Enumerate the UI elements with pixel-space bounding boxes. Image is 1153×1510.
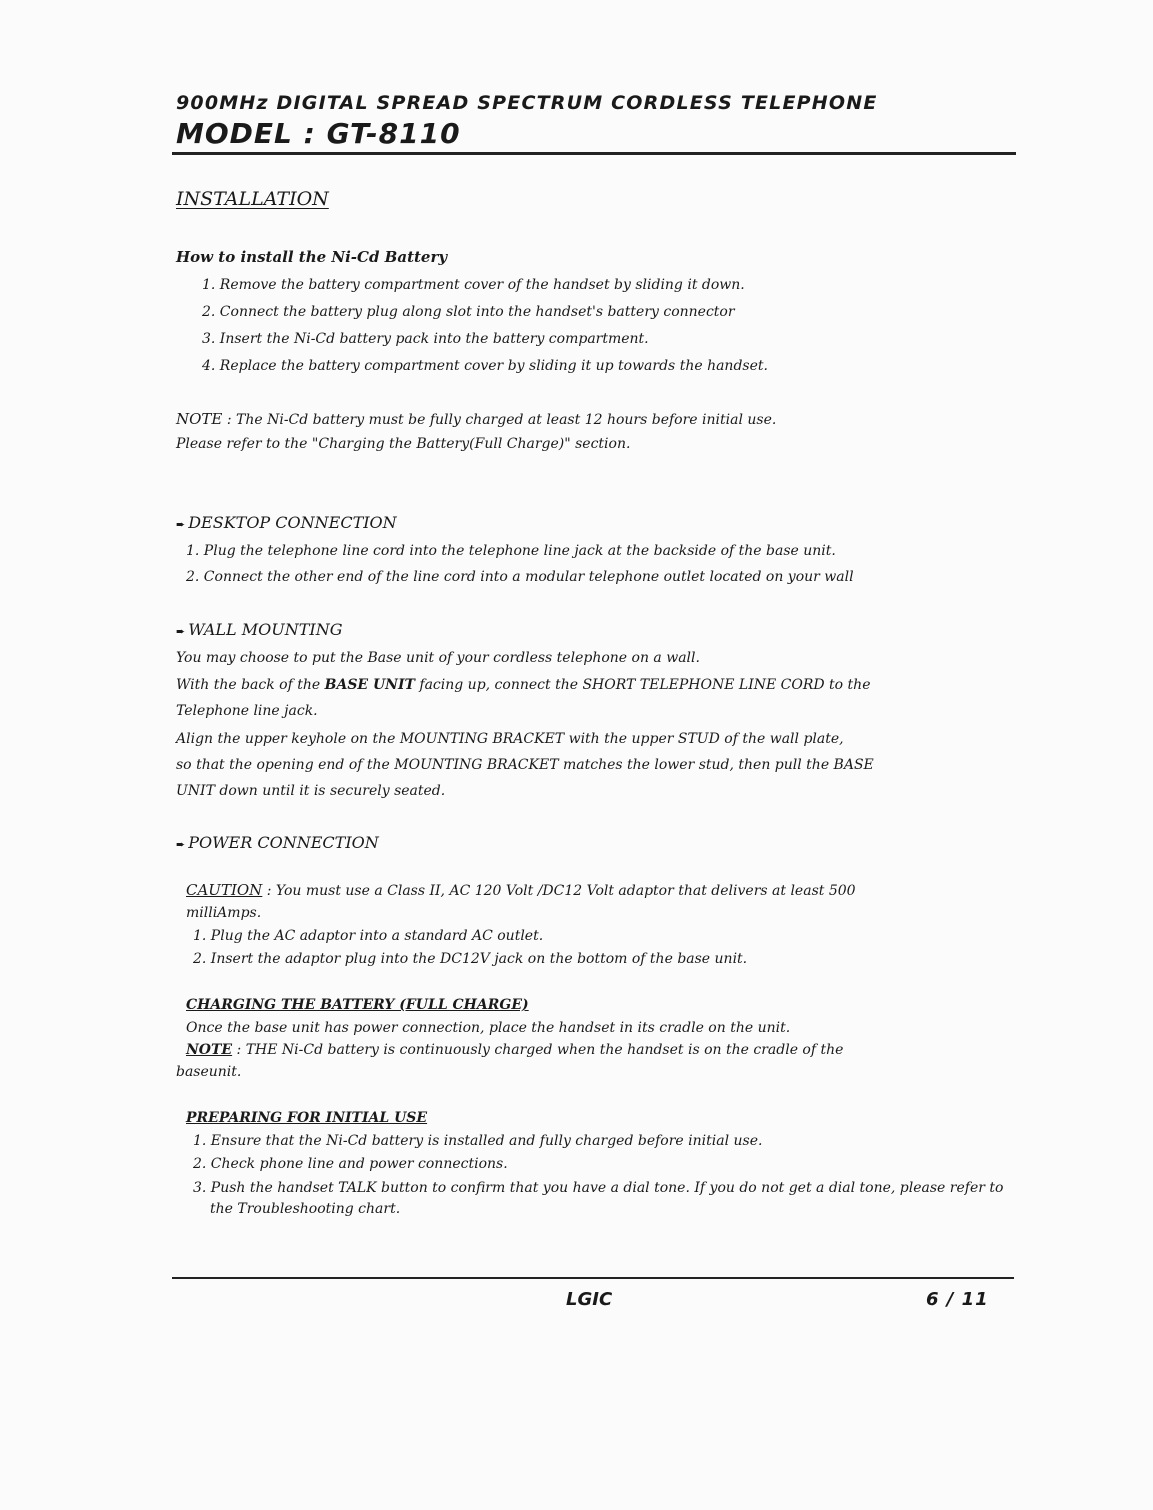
arrow-icon: ➨ bbox=[176, 518, 186, 531]
preparing-heading: PREPARING FOR INITIAL USE bbox=[186, 1110, 428, 1126]
power-heading-label: POWER CONNECTION bbox=[188, 833, 379, 852]
charging-note-label: NOTE bbox=[186, 1042, 233, 1058]
wall-line-5: so that the opening end of the MOUNTING BRACKET matches the lower stud, then pull the BASE bbox=[176, 757, 874, 773]
page-number: 6 / 11 bbox=[926, 1289, 989, 1310]
caution-text: : You must use a Class II, AC 120 Volt /DC12 Volt adaptor that delivers at least 500 bbox=[262, 883, 856, 899]
wall-line-2a: With the back of the bbox=[176, 677, 325, 693]
arrow-icon: ➨ bbox=[176, 625, 186, 638]
battery-note-line2: Please refer to the "Charging the Battery(Full Charge)" section. bbox=[176, 436, 631, 452]
wall-line-6: UNIT down until it is securely seated. bbox=[176, 783, 446, 799]
battery-note bbox=[176, 409, 776, 430]
arrow-icon: ➨ bbox=[176, 838, 186, 851]
charging-heading: CHARGING THE BATTERY (FULL CHARGE) bbox=[186, 997, 529, 1013]
footer-brand: LGIC bbox=[566, 1289, 613, 1310]
section-title: INSTALLATION bbox=[176, 188, 329, 210]
wall-line-2b: BASE UNIT bbox=[324, 677, 415, 693]
footer-rule bbox=[172, 1277, 1014, 1279]
desktop-step-2: 2. Connect the other end of the line cord into a modular telephone outlet located on your wall bbox=[186, 569, 854, 585]
preparing-step-2: 2. Check phone line and power connections. bbox=[193, 1156, 508, 1172]
wall-line-2 bbox=[176, 675, 871, 695]
power-step-2: 2. Insert the adaptor plug into the DC12V jack on the bottom of the base unit. bbox=[193, 951, 748, 967]
note-label: NOTE bbox=[176, 410, 223, 428]
battery-note-text: : The Ni-Cd battery must be fully charged at least 12 hours before initial use. bbox=[222, 412, 777, 428]
battery-step-1: 1. Remove the battery compartment cover of the handset by sliding it down. bbox=[202, 277, 745, 293]
desktop-step-1: 1. Plug the telephone line cord into the telephone line jack at the backside of the base unit. bbox=[186, 543, 836, 559]
caution-text-line2: milliAmps. bbox=[186, 905, 262, 921]
desktop-heading bbox=[176, 513, 397, 535]
document-title: 900MHz DIGITAL SPREAD SPECTRUM CORDLESS TELEPHONE bbox=[176, 92, 878, 114]
power-heading bbox=[176, 833, 379, 855]
charging-note bbox=[186, 1040, 843, 1060]
power-step-1: 1. Plug the AC adaptor into a standard AC outlet. bbox=[193, 928, 544, 944]
wall-line-1: You may choose to put the Base unit of your cordless telephone on a wall. bbox=[176, 650, 700, 666]
wall-heading-label: WALL MOUNTING bbox=[188, 620, 343, 639]
charging-note-line2: baseunit. bbox=[176, 1064, 242, 1080]
desktop-heading-label: DESKTOP CONNECTION bbox=[188, 513, 397, 532]
battery-step-4: 4. Replace the battery compartment cover by sliding it up towards the handset. bbox=[202, 358, 768, 374]
header-rule bbox=[172, 152, 1016, 155]
wall-line-2c: facing up, connect the SHORT TELEPHONE LINE CORD to the bbox=[414, 677, 871, 693]
caution-label: CAUTION bbox=[186, 881, 263, 899]
battery-step-3: 3. Insert the Ni-Cd battery pack into the battery compartment. bbox=[202, 331, 649, 347]
caution bbox=[186, 880, 856, 901]
charging-note-text: : THE Ni-Cd battery is continuously charged when the handset is on the cradle of the bbox=[232, 1042, 844, 1058]
preparing-step-1: 1. Ensure that the Ni-Cd battery is installed and fully charged before initial use. bbox=[193, 1133, 763, 1149]
wall-line-4: Align the upper keyhole on the MOUNTING BRACKET with the upper STUD of the wall plate, bbox=[176, 731, 844, 747]
wall-heading bbox=[176, 620, 343, 642]
wall-line-3: Telephone line jack. bbox=[176, 703, 318, 719]
preparing-step-3-cont: the Troubleshooting chart. bbox=[210, 1201, 401, 1217]
charging-line-1: Once the base unit has power connection, place the handset in its cradle on the unit. bbox=[186, 1020, 791, 1036]
battery-step-2: 2. Connect the battery plug along slot into the handset's battery connector bbox=[202, 304, 735, 320]
model-title: MODEL : GT-8110 bbox=[176, 117, 461, 150]
preparing-step-3: 3. Push the handset TALK button to confirm that you have a dial tone. If you do not get a dial tone, please refer to bbox=[193, 1180, 1004, 1196]
battery-heading: How to install the Ni-Cd Battery bbox=[176, 248, 448, 266]
